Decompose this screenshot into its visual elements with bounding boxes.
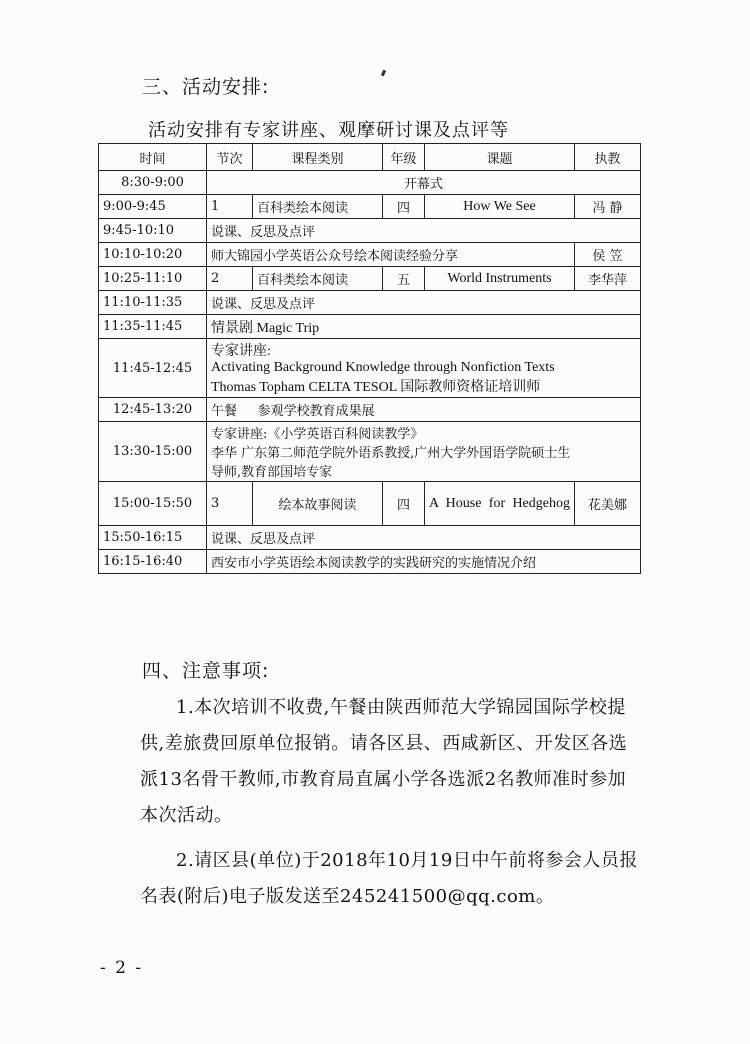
notice-paragraph-1: 1.本次培训不收费,午餐由陕西师范大学锦园国际学校提供,差旅费回原单位报销。请各区县、西咸新区、开发区各选派13名骨干教师,市教育局直属小学各选派2名教师准时参加本次活动。: [140, 697, 628, 826]
cell-category: 绘本故事阅读: [253, 482, 383, 526]
cell-merged: 开幕式: [207, 171, 641, 195]
lecture-line: 李华 广东第二师范学院外语系教授,广州大学外国语学院硕士生: [211, 446, 571, 461]
cell-lecture: [207, 339, 641, 398]
cell-grade: 四: [383, 482, 425, 526]
cell-category: 百科类绘本阅读: [253, 267, 383, 291]
cell-time: 9:00-9:45: [99, 195, 207, 219]
table-row: [99, 243, 641, 267]
cell-time: 10:25-11:10: [99, 267, 207, 291]
lecture-line: 导师,教育部国培专家: [211, 465, 333, 480]
page-number: - 2 -: [100, 958, 144, 978]
table-row: [99, 219, 641, 243]
cell-merged: 说课、反思及点评: [207, 526, 641, 550]
section3-intro: 活动安排有专家讲座、观摩研讨课及点评等: [148, 120, 509, 141]
table-row: [99, 315, 641, 339]
cell-grade: 四: [383, 195, 425, 219]
lecture-line: 专家讲座:《小学英语百科阅读教学》: [211, 427, 424, 442]
cell-merged: 说课、反思及点评: [207, 219, 641, 243]
cell-time: 13:30-15:00: [99, 422, 207, 482]
cell-time: 11:10-11:35: [99, 291, 207, 315]
header-topic: 课题: [425, 144, 575, 171]
cell-lecture: [207, 422, 641, 482]
cell-time: 15:00-15:50: [99, 482, 207, 526]
table-row: [99, 482, 641, 526]
table-row: [99, 339, 641, 398]
scan-speck: [381, 70, 386, 77]
header-teacher: 执教: [575, 144, 641, 171]
cell-topic: How We See: [425, 195, 575, 219]
cell-merged: 说课、反思及点评: [207, 291, 641, 315]
cell-period: 2: [207, 267, 253, 291]
cell-topic: A House for Hedgehog: [425, 482, 575, 526]
table-row: [99, 267, 641, 291]
lecture-line: Thomas Topham CELTA TESOL 国际教师资格证培训师: [211, 380, 541, 395]
cell-grade: 五: [383, 267, 425, 291]
table-row: [99, 398, 641, 422]
cell-period: 3: [207, 482, 253, 526]
cell-teacher: 李华萍: [575, 267, 641, 291]
cell-time: 10:10-10:20: [99, 243, 207, 267]
table-header-row: [99, 144, 641, 171]
header-category: 课程类别: [253, 144, 383, 171]
table-row: [99, 526, 641, 550]
notice-paragraph-2: 2.请区县(单位)于2018年10月19日中午前将参会人员报名表(附后)电子版发送至245241500@qq.com。: [140, 850, 638, 907]
cell-teacher: 花美娜: [575, 482, 641, 526]
lecture-line: 专家讲座:: [211, 344, 271, 359]
table-row: [99, 195, 641, 219]
header-period: 节次: [207, 144, 253, 171]
cell-merged: 西安市小学英语绘本阅读教学的实践研究的实施情况介绍: [207, 550, 641, 574]
cell-time: 8:30-9:00: [99, 171, 207, 195]
cell-merged: 师大锦园小学英语公众号绘本阅读经验分享: [207, 243, 575, 267]
table-row: [99, 291, 641, 315]
cell-merged: 情景剧 Magic Trip: [207, 315, 641, 339]
header-grade: 年级: [383, 144, 425, 171]
table-row: [99, 422, 641, 482]
cell-time: 15:50-16:15: [99, 526, 207, 550]
table-row: [99, 550, 641, 574]
cell-teacher: 冯 静: [575, 195, 641, 219]
section4-heading: 四、注意事项:: [142, 660, 270, 682]
section3-heading: 三、活动安排:: [142, 76, 270, 98]
cell-category: 百科类绘本阅读: [253, 195, 383, 219]
cell-time: 11:35-11:45: [99, 315, 207, 339]
lecture-line: Activating Background Knowledge through Nonfiction Texts: [211, 360, 555, 375]
cell-time: 16:15-16:40: [99, 550, 207, 574]
table-row: [99, 171, 641, 195]
cell-period: 1: [207, 195, 253, 219]
header-time: 时间: [99, 144, 207, 171]
cell-merged: 午餐 参观学校教育成果展: [207, 398, 641, 422]
schedule-table: [98, 143, 641, 574]
cell-time: 12:45-13:20: [99, 398, 207, 422]
cell-time: 11:45-12:45: [99, 339, 207, 398]
cell-topic: World Instruments: [425, 267, 575, 291]
cell-teacher: 侯 笠: [575, 243, 641, 267]
cell-time: 9:45-10:10: [99, 219, 207, 243]
